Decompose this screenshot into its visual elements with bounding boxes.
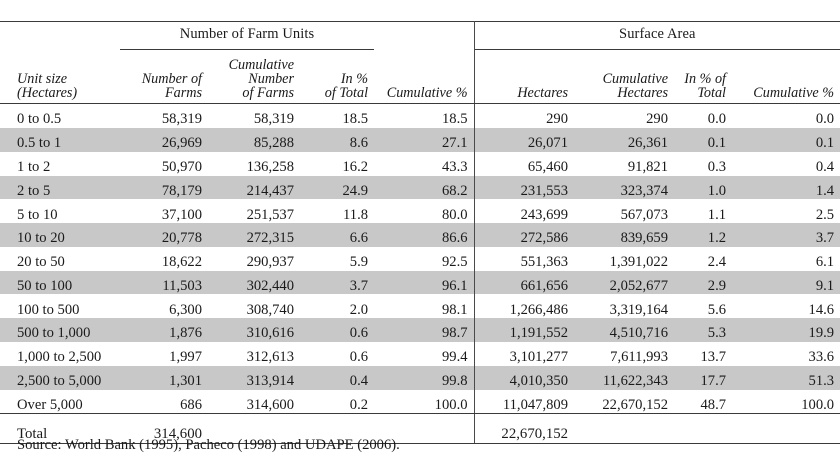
cell-unit-size: Over 5,000 — [0, 390, 120, 414]
cell-cumulative-number-of-farms: 310,616 — [208, 318, 300, 342]
cell-hectares: 243,699 — [520, 206, 569, 223]
cell-unit-size: 5 to 10 — [17, 206, 58, 223]
cell-in-pct-of-total-area: 1.0 — [674, 176, 732, 200]
farm-units-table — [0, 21, 840, 444]
cell-cumulative-pct-area: 0.4 — [815, 158, 835, 175]
spacer-cell-7 — [574, 49, 674, 58]
cell-cumulative-number-of-farms: 58,319 — [253, 111, 294, 128]
cell-cumulative-pct-area: 9.1 — [732, 271, 840, 295]
cell-in-pct-of-total-area: 1.1 — [707, 206, 727, 223]
cell-number-of-farms: 6,300 — [169, 301, 202, 318]
spacer-cell-8 — [674, 49, 732, 58]
cell-cumulative-hectares: 91,821 — [627, 158, 669, 175]
cell-unit-size: 2 to 5 — [0, 176, 120, 200]
group-header-row — [0, 22, 840, 50]
cell-in-pct-of-total: 2.0 — [349, 301, 369, 318]
cell-in-pct-of-total-area: 2.4 — [707, 254, 727, 271]
column-header-unit-size — [0, 58, 120, 104]
cell-in-pct-of-total: 5.9 — [349, 254, 369, 271]
column-header-in-pct-of-total-area — [674, 58, 732, 104]
cell-in-pct-of-total: 24.9 — [300, 176, 374, 200]
column-header-cumulative-pct-area — [732, 58, 840, 104]
cell-in-pct-of-total-area: 0.1 — [674, 128, 732, 152]
cell-in-pct-of-total-area: 17.7 — [674, 366, 732, 390]
cell-unit-size: 100 to 500 — [17, 301, 80, 318]
cell-unit-size: 50 to 100 — [0, 271, 120, 295]
cell-in-pct-of-total-area: 2.9 — [674, 271, 732, 295]
cell-in-pct-of-total-area: 1.2 — [674, 223, 732, 247]
cell-cumulative-hectares: 11,622,343 — [574, 366, 674, 390]
cell-hectares: 551,363 — [520, 254, 569, 271]
cell-cumulative-number-of-farms: 308,740 — [246, 301, 294, 318]
column-header-number-of-farms-line1: Number of — [141, 70, 202, 87]
group-header-surface-area: Surface Area — [474, 22, 840, 50]
column-header-cum-pct-line1: Cumulative % — [386, 84, 468, 101]
cell-cumulative-pct: 92.5 — [374, 247, 474, 271]
cell-number-of-farms: 78,179 — [120, 176, 208, 200]
cell-number-of-farms: 1,997 — [169, 349, 202, 366]
column-header-cum-farms-line3: of Farms — [242, 84, 294, 101]
column-header-cumulative-number-of-farms — [208, 58, 300, 104]
cell-in-pct-of-total-area: 13.7 — [700, 349, 727, 366]
cell-cumulative-number-of-farms: 251,537 — [246, 206, 294, 223]
column-header-unit-size-line1: Unit size — [17, 70, 68, 87]
spacer-cell-9 — [732, 49, 840, 58]
cell-in-pct-of-total-area: 48.7 — [674, 390, 732, 414]
cell-in-pct-of-total: 18.5 — [342, 111, 369, 128]
cell-cumulative-pct: 99.4 — [374, 342, 474, 366]
cell-cumulative-pct-area: 0.0 — [815, 111, 835, 128]
cell-number-of-farms: 58,319 — [161, 111, 202, 128]
cell-cumulative-pct-area: 1.4 — [732, 176, 840, 200]
cell-cumulative-hectares: 2,052,677 — [574, 271, 674, 295]
cell-cumulative-pct: 80.0 — [374, 199, 474, 223]
cell-in-pct-of-total: 0.6 — [300, 318, 374, 342]
cell-cumulative-pct: 98.7 — [374, 318, 474, 342]
cell-unit-size: 500 to 1,000 — [0, 318, 120, 342]
cell-in-pct-of-total-area: 5.3 — [674, 318, 732, 342]
cell-number-of-farms: 37,100 — [161, 206, 202, 223]
total-cum-hectares-blank — [574, 414, 674, 444]
column-header-cum-hectares-line1: Cumulative — [602, 70, 669, 87]
spacer-cell-5 — [374, 49, 474, 58]
cell-cumulative-number-of-farms: 312,613 — [246, 349, 294, 366]
header-spacer-row — [0, 49, 840, 58]
cell-in-pct-of-total: 6.6 — [300, 223, 374, 247]
cell-cumulative-number-of-farms: 214,437 — [208, 176, 300, 200]
cell-cumulative-pct-area: 51.3 — [732, 366, 840, 390]
cell-cumulative-pct-area: 0.1 — [732, 128, 840, 152]
cell-in-pct-of-total: 11.8 — [343, 206, 369, 223]
cell-hectares: 1,191,552 — [474, 318, 574, 342]
table-row — [0, 366, 840, 390]
source-note: Source: World Bank (1995), Pacheco (1998) and UDAPE (2006). — [17, 437, 400, 453]
column-header-area-pct-line1: In % of — [684, 70, 727, 87]
column-header-area-pct-line2: Total — [697, 84, 727, 101]
table-row — [0, 318, 840, 342]
table-row — [0, 152, 840, 176]
table-row — [0, 199, 840, 223]
column-header-number-of-farms-line2: Farms — [164, 84, 202, 101]
cell-in-pct-of-total-area: 0.3 — [707, 158, 727, 175]
cell-hectares: 272,586 — [474, 223, 574, 247]
column-header-hectares — [474, 58, 574, 104]
cell-in-pct-of-total: 16.2 — [342, 158, 369, 175]
cell-number-of-farms: 18,622 — [161, 254, 202, 271]
column-header-row — [0, 58, 840, 104]
cell-cumulative-pct-area: 3.7 — [732, 223, 840, 247]
cell-cumulative-pct-area: 6.1 — [815, 254, 835, 271]
spacer-cell-1 — [0, 49, 120, 58]
total-area-pct-blank — [674, 414, 732, 444]
cell-cumulative-hectares: 839,659 — [574, 223, 674, 247]
column-header-cum-pct-area-line1: Cumulative % — [753, 84, 835, 101]
cell-number-of-farms: 20,778 — [120, 223, 208, 247]
cell-in-pct-of-total: 0.6 — [349, 349, 369, 366]
group-header-farm-units: Number of Farm Units — [120, 22, 374, 50]
column-header-unit-size-line2: (Hectares) — [17, 84, 78, 101]
cell-cumulative-pct: 98.1 — [374, 294, 474, 318]
cell-number-of-farms: 1,876 — [120, 318, 208, 342]
cell-cumulative-number-of-farms: 272,315 — [208, 223, 300, 247]
cell-unit-size: 1,000 to 2,500 — [17, 349, 102, 366]
table-row — [0, 271, 840, 295]
cell-cumulative-hectares: 1,391,022 — [609, 254, 669, 271]
cell-cumulative-pct: 96.1 — [374, 271, 474, 295]
group-header-farm-units-pad — [374, 22, 474, 50]
cell-cumulative-hectares: 3,319,164 — [609, 301, 669, 318]
cell-unit-size: 0.5 to 1 — [0, 128, 120, 152]
cell-cumulative-pct: 27.1 — [374, 128, 474, 152]
cell-unit-size: 0 to 0.5 — [17, 111, 62, 128]
cell-hectares: 290 — [546, 111, 569, 128]
cell-cumulative-number-of-farms: 314,600 — [208, 390, 300, 414]
spacer-cell-6 — [474, 49, 574, 58]
cell-number-of-farms: 1,301 — [120, 366, 208, 390]
cell-in-pct-of-total-area: 0.0 — [707, 111, 727, 128]
table-row — [0, 128, 840, 152]
spacer-cell-2 — [120, 49, 208, 58]
cell-unit-size: 1 to 2 — [17, 158, 51, 175]
farm-units-table-wrapper — [0, 21, 840, 444]
column-header-cumulative-hectares — [574, 58, 674, 104]
cell-number-of-farms: 50,970 — [161, 158, 202, 175]
cell-cumulative-pct: 86.6 — [374, 223, 474, 247]
cell-in-pct-of-total: 3.7 — [300, 271, 374, 295]
cell-hectares: 11,047,809 — [474, 390, 574, 414]
table-row — [0, 342, 840, 366]
cell-cumulative-pct-area: 100.0 — [732, 390, 840, 414]
cell-hectares: 661,656 — [474, 271, 574, 295]
cell-number-of-farms: 11,503 — [120, 271, 208, 295]
cell-cumulative-pct: 100.0 — [374, 390, 474, 414]
cell-cumulative-hectares: 22,670,152 — [574, 390, 674, 414]
table-row — [0, 176, 840, 200]
cell-number-of-farms: 26,969 — [120, 128, 208, 152]
cell-hectares: 4,010,350 — [474, 366, 574, 390]
total-label: Total — [0, 414, 120, 444]
cell-unit-size: 2,500 to 5,000 — [0, 366, 120, 390]
cell-cumulative-number-of-farms: 136,258 — [246, 158, 294, 175]
column-header-in-pct-line2: of Total — [324, 84, 369, 101]
cell-cumulative-number-of-farms: 313,914 — [208, 366, 300, 390]
cell-cumulative-pct-area: 33.6 — [808, 349, 835, 366]
cell-unit-size: 10 to 20 — [0, 223, 120, 247]
cell-cumulative-number-of-farms: 290,937 — [246, 254, 294, 271]
cell-cumulative-hectares: 7,611,993 — [610, 349, 669, 366]
total-number-of-farms: 314,600 — [120, 414, 208, 444]
table-body — [0, 104, 840, 414]
total-cum-pct-area-blank — [732, 414, 840, 444]
cell-cumulative-pct: 99.8 — [374, 366, 474, 390]
table-row — [0, 104, 840, 128]
column-header-in-pct-line1: In % — [340, 70, 369, 87]
cell-cumulative-hectares: 290 — [646, 111, 669, 128]
column-header-cum-farms-line2: Number — [248, 70, 294, 87]
cell-cumulative-pct-area: 2.5 — [815, 206, 835, 223]
cell-cumulative-number-of-farms: 85,288 — [208, 128, 300, 152]
cell-cumulative-hectares: 323,374 — [574, 176, 674, 200]
column-header-cumulative-pct — [374, 58, 474, 104]
cell-hectares: 1,266,486 — [509, 301, 569, 318]
column-header-in-pct-of-total — [300, 58, 374, 104]
cell-number-of-farms: 686 — [120, 390, 208, 414]
cell-unit-size: 20 to 50 — [17, 254, 65, 271]
cell-cumulative-pct: 18.5 — [374, 104, 474, 128]
cell-hectares: 3,101,277 — [509, 349, 569, 366]
table-row — [0, 294, 840, 318]
cell-cumulative-pct: 68.2 — [374, 176, 474, 200]
cell-in-pct-of-total: 0.4 — [300, 366, 374, 390]
total-hectares: 22,670,152 — [474, 414, 574, 444]
column-header-number-of-farms — [120, 58, 208, 104]
table-row — [0, 247, 840, 271]
cell-in-pct-of-total: 0.2 — [300, 390, 374, 414]
cell-cumulative-hectares: 26,361 — [574, 128, 674, 152]
cell-cumulative-hectares: 567,073 — [620, 206, 669, 223]
group-header-spacer — [0, 22, 120, 50]
cell-cumulative-pct-area: 14.6 — [808, 301, 835, 318]
cell-in-pct-of-total: 8.6 — [300, 128, 374, 152]
column-header-cum-hectares-line2: Hectares — [617, 84, 669, 101]
cell-cumulative-number-of-farms: 302,440 — [208, 271, 300, 295]
cell-cumulative-hectares: 4,510,716 — [574, 318, 674, 342]
spacer-cell-4 — [300, 49, 374, 58]
cell-cumulative-pct-area: 19.9 — [732, 318, 840, 342]
cell-hectares: 231,553 — [474, 176, 574, 200]
table-row — [0, 223, 840, 247]
cell-hectares: 65,460 — [527, 158, 569, 175]
cell-cumulative-pct: 43.3 — [374, 152, 474, 176]
column-header-hectares-line1: Hectares — [517, 84, 569, 101]
cell-hectares: 26,071 — [474, 128, 574, 152]
column-header-cum-farms-line1: Cumulative — [228, 56, 294, 73]
table-row — [0, 390, 840, 414]
cell-in-pct-of-total-area: 5.6 — [707, 301, 727, 318]
